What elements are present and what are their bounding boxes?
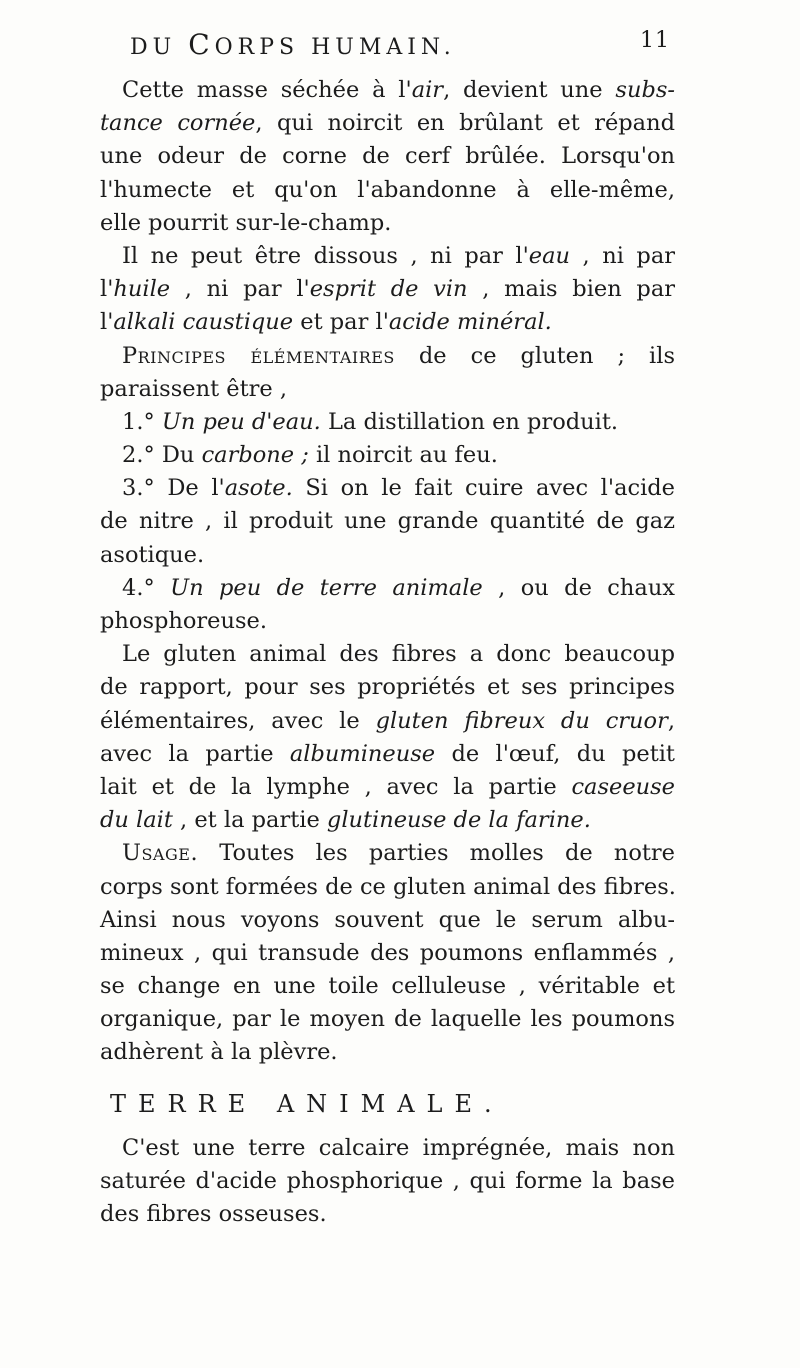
text-line: l'humecte et qu'on l'abandonne à elle-même, xyxy=(100,176,675,203)
text-line: 4.° Un peu de terre animale , ou de chaux xyxy=(122,574,675,601)
text-line: Ainsi nous voyons souvent que le serum albu- xyxy=(100,906,675,933)
text-line: adhèrent à la plèvre. xyxy=(100,1039,338,1066)
text-line: l'alkali caustique et par l'acide minéral. xyxy=(100,309,552,336)
text-line: Usage. Toutes les parties molles de notre xyxy=(122,840,675,867)
text-line: de nitre , il produit une grande quantité de gaz xyxy=(100,508,675,535)
text-line: asotique. xyxy=(100,541,205,568)
text-line: lait et de la lymphe , avec la partie caseeuse xyxy=(100,773,675,800)
text-line: avec la partie albumineuse de l'œuf, du petit xyxy=(100,740,675,767)
text-line: de rapport, pour ses propriétés et ses principes xyxy=(100,674,675,701)
text-line: Cette masse séchée à l'air, devient une subs- xyxy=(122,77,675,103)
text-line: Principes élémentaires de ce gluten ; ils xyxy=(122,342,675,369)
text-line: paraissent être , xyxy=(100,375,288,402)
text-line: du lait , et la partie glutineuse de la farine. xyxy=(100,807,591,834)
text-line: saturée d'acide phosphorique , qui forme la base xyxy=(100,1167,675,1194)
text-line: tance cornée, qui noircit en brûlant et répand xyxy=(100,110,675,137)
running-title: DU CORPS HUMAIN. xyxy=(130,28,456,61)
text-line: Il ne peut être dissous , ni par l'eau , ni par xyxy=(122,242,675,269)
text-line: 1.° Un peu d'eau. La distillation en produit. xyxy=(122,408,619,435)
text-line: élémentaires, avec le gluten fibreux du cruor, xyxy=(100,707,675,734)
text-line: mineux , qui transude des poumons enflammés , xyxy=(100,939,675,966)
text-line: des fibres osseuses. xyxy=(100,1201,327,1227)
text-line: corps sont formées de ce gluten animal des fibres. xyxy=(100,873,676,900)
text-line: 2.° Du carbone ; il noircit au feu. xyxy=(122,442,498,469)
text-line: une odeur de corne de cerf brûlée. Lorsqu'on xyxy=(100,143,675,170)
text-line: se change en une toile celluleuse , véritable et xyxy=(100,973,675,1000)
text-line: elle pourrit sur-le-champ. xyxy=(100,209,392,236)
text-line: l'huile , ni par l'esprit de vin , mais bien par xyxy=(100,276,675,303)
text-line: organique, par le moyen de laquelle les poumons xyxy=(100,1006,675,1033)
text-line: phosphoreuse. xyxy=(100,608,268,634)
section-heading: TERRE ANIMALE. xyxy=(110,1089,504,1118)
page-number: 11 xyxy=(640,28,670,53)
text-line: Le gluten animal des fibres a donc beaucoup xyxy=(122,641,675,668)
text-line: C'est une terre calcaire imprégnée, mais non xyxy=(122,1134,675,1161)
page-body xyxy=(100,74,675,1231)
running-header xyxy=(130,28,670,64)
text-line: 3.° De l'asote. Si on le fait cuire avec l'acide xyxy=(122,475,675,502)
